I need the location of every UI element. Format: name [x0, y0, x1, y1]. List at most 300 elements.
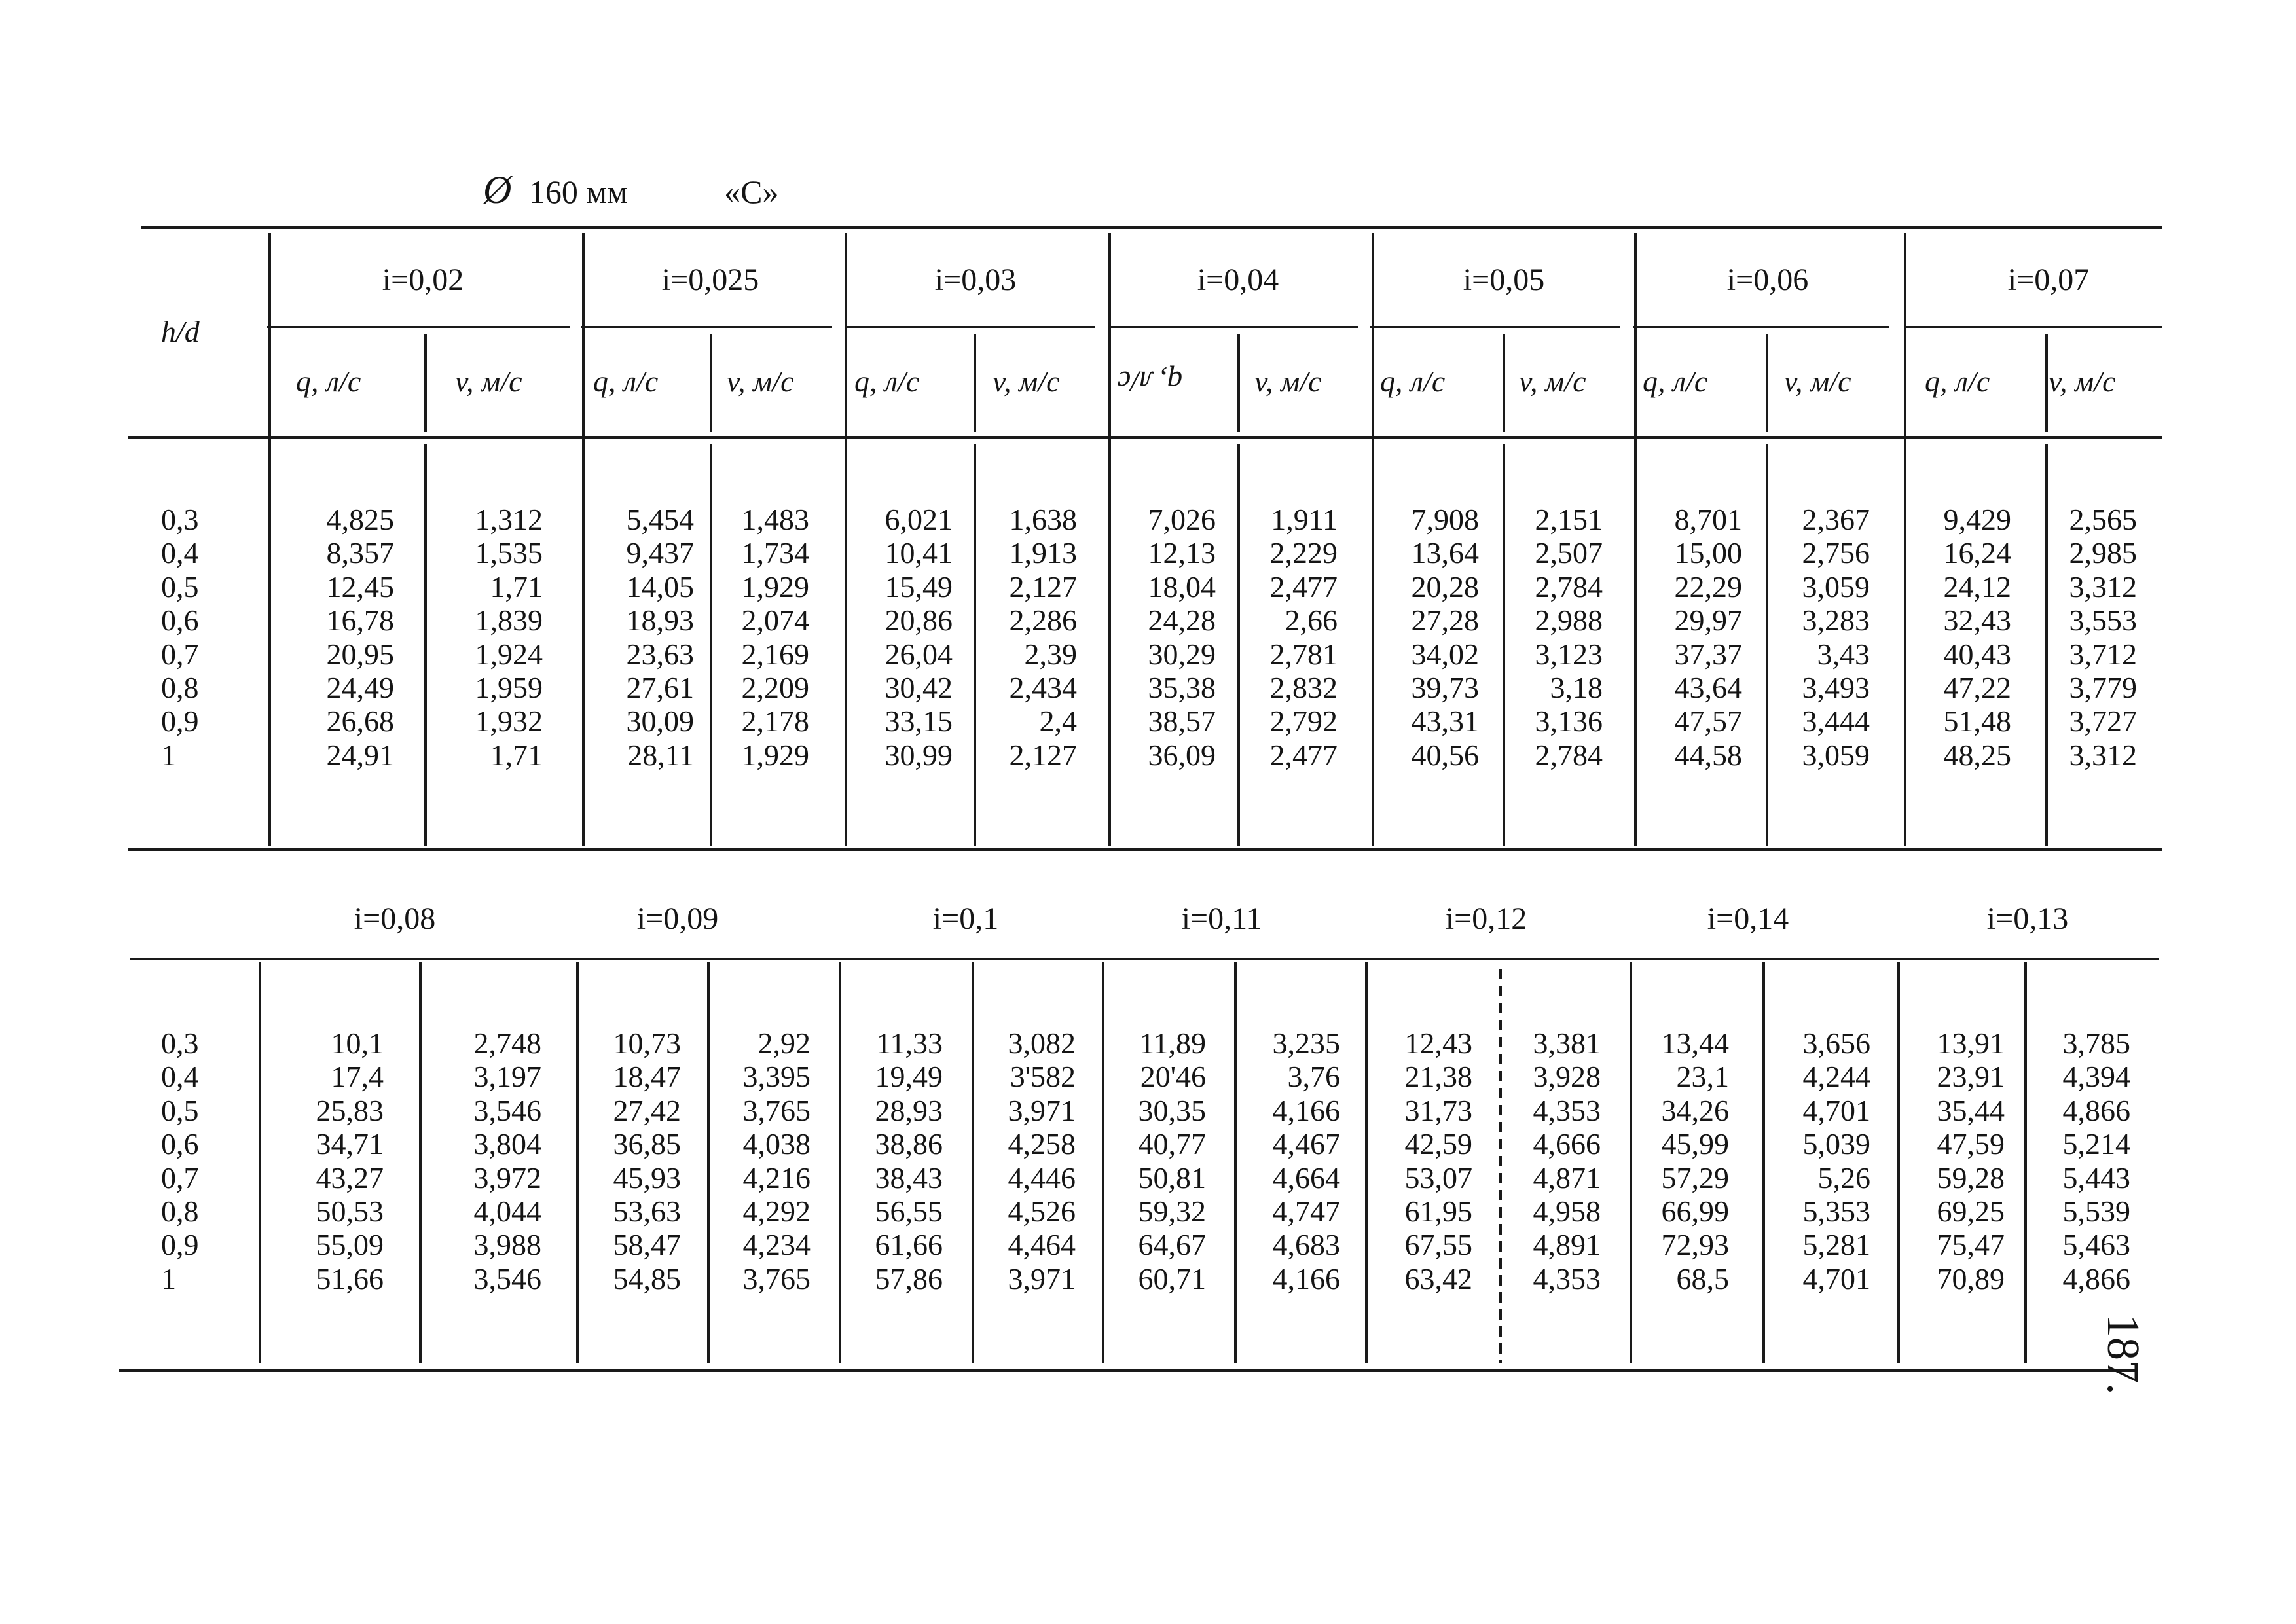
q-value: 20,95 — [326, 637, 394, 671]
v-value: 3,972 — [473, 1161, 541, 1195]
column-divider — [1365, 962, 1368, 1363]
column-divider — [268, 233, 271, 846]
v-value: 4,866 — [2062, 1093, 2130, 1127]
q-column — [1937, 1026, 2005, 1295]
v-value: 3,727 — [2069, 704, 2137, 738]
unit-q-header: q, л/с — [854, 365, 920, 398]
column-divider — [576, 962, 579, 1363]
v-value: 2,748 — [473, 1026, 541, 1060]
slope-header: i=0,1 — [932, 901, 999, 936]
v-column — [1533, 1026, 1601, 1295]
column-divider — [1102, 962, 1104, 1363]
v-column — [2063, 1026, 2131, 1295]
v-value: 5,353 — [1802, 1195, 1870, 1229]
hd-value: 1 — [161, 1261, 176, 1295]
v-value: 5,214 — [2062, 1127, 2130, 1161]
q-value: 69,25 — [1937, 1195, 2005, 1229]
v-column — [743, 1026, 811, 1295]
v-value: 2,286 — [1009, 604, 1077, 638]
v-value: 2,784 — [1535, 738, 1603, 772]
table-caption — [483, 170, 778, 209]
v-column — [1270, 503, 1338, 772]
hd-column — [161, 503, 199, 772]
v-value: 3,395 — [742, 1060, 811, 1094]
v-value: 2,985 — [2069, 536, 2137, 570]
q-value: 27,42 — [613, 1093, 681, 1127]
q-value: 31,73 — [1404, 1093, 1472, 1127]
q-value: 20'46 — [1140, 1060, 1206, 1094]
slope-header: i=0,14 — [1707, 901, 1789, 936]
q-value: 51,66 — [316, 1261, 384, 1295]
q-value: 61,95 — [1404, 1195, 1472, 1229]
v-value: 3,928 — [1533, 1060, 1601, 1094]
page-number: 187. — [2098, 1314, 2148, 1395]
v-value: 3,381 — [1533, 1026, 1601, 1060]
v-value: 4,394 — [2062, 1060, 2130, 1094]
unit-q-header: q, л/с — [1643, 365, 1708, 398]
slope-underline — [1633, 326, 1889, 328]
v-value: 2,477 — [1269, 569, 1338, 604]
unit-q-header: q, л/с — [593, 365, 659, 398]
q-value: 30,09 — [626, 704, 694, 738]
q-value: 9,437 — [626, 536, 694, 570]
q-value: 43,27 — [316, 1161, 384, 1195]
v-value: 4,038 — [742, 1127, 811, 1161]
hd-value: 0,3 — [161, 1026, 199, 1060]
q-column — [875, 1026, 943, 1295]
column-divider — [974, 334, 976, 432]
q-value: 28,93 — [875, 1093, 943, 1127]
v-value: 3,136 — [1535, 704, 1603, 738]
q-value: 20,28 — [1411, 569, 1479, 604]
q-value: 66,99 — [1661, 1195, 1729, 1229]
v-column — [1008, 1026, 1076, 1295]
v-value: 3,765 — [742, 1261, 811, 1295]
slope-underline — [1108, 326, 1358, 328]
v-value: 4,292 — [742, 1195, 811, 1229]
v-column — [1273, 1026, 1341, 1295]
q-value: 70,89 — [1937, 1261, 2005, 1295]
v-value: 3,312 — [2069, 569, 2137, 604]
hd-value: 0,7 — [161, 1161, 199, 1195]
q-value: 68,5 — [1676, 1261, 1729, 1295]
v-value: 1,929 — [741, 569, 809, 604]
v-value: 1,839 — [475, 604, 543, 638]
hd-value: 0,4 — [161, 1060, 199, 1094]
q-value: 47,22 — [1943, 671, 2011, 705]
slope-underline — [845, 326, 1095, 328]
q-value: 55,09 — [316, 1228, 384, 1262]
hd-value: 1 — [161, 738, 176, 772]
q-value: 8,701 — [1674, 503, 1742, 536]
slope-header: i=0,05 — [1463, 262, 1545, 297]
hd-value: 0,8 — [161, 1195, 199, 1229]
hd-value: 0,6 — [161, 604, 199, 638]
q-value: 14,05 — [626, 569, 694, 604]
v-value: 5,443 — [2062, 1161, 2130, 1195]
column-divider — [1766, 334, 1768, 432]
q-value: 30,42 — [884, 671, 953, 705]
column-divider — [1904, 233, 1906, 846]
v-value: 3,18 — [1550, 671, 1603, 705]
column-divider-dashed — [1499, 969, 1502, 1363]
q-value: 15,00 — [1674, 536, 1742, 570]
q-value: 36,09 — [1148, 738, 1216, 772]
v-value: 1,929 — [741, 738, 809, 772]
v-value: 1,913 — [1009, 536, 1077, 570]
q-value: 60,71 — [1138, 1261, 1206, 1295]
q-value: 53,63 — [613, 1195, 681, 1229]
q-column — [1139, 1026, 1207, 1295]
table2-bottom-rule — [119, 1369, 2138, 1372]
q-column — [1944, 503, 2012, 772]
v-value: 4,353 — [1533, 1093, 1601, 1127]
q-value: 40,43 — [1943, 637, 2011, 671]
v-value: 3,123 — [1535, 637, 1603, 671]
v-value: 2,127 — [1009, 738, 1077, 772]
q-value: 11,89 — [1139, 1026, 1206, 1060]
v-value: 2,565 — [2069, 503, 2137, 536]
v-value: 2,434 — [1009, 671, 1077, 705]
column-divider — [974, 444, 976, 846]
q-value: 6,021 — [884, 503, 953, 536]
column-divider — [839, 962, 841, 1363]
unit-v-header: v, м/с — [1784, 365, 1851, 398]
v-value: 3,546 — [473, 1261, 541, 1295]
v-value: 5,26 — [1817, 1161, 1870, 1195]
q-value: 30,35 — [1138, 1093, 1206, 1127]
v-value: 4,958 — [1533, 1195, 1601, 1229]
v-value: 2,92 — [757, 1026, 811, 1060]
q-value: 24,12 — [1943, 569, 2011, 604]
v-value: 3,197 — [473, 1060, 541, 1094]
column-divider — [1634, 233, 1637, 846]
v-value: 4,258 — [1008, 1127, 1076, 1161]
slope-header: i=0,11 — [1181, 901, 1262, 936]
q-value: 7,908 — [1411, 503, 1479, 536]
v-column — [475, 503, 543, 772]
q-value: 24,28 — [1148, 604, 1216, 638]
v-value: 2,781 — [1269, 637, 1338, 671]
diameter-value: 160 мм — [528, 173, 628, 210]
v-value: 2,209 — [741, 671, 809, 705]
q-value: 25,83 — [316, 1093, 384, 1127]
q-value: 58,47 — [613, 1228, 681, 1262]
q-value: 13,44 — [1661, 1026, 1729, 1060]
v-column — [742, 503, 810, 772]
unit-q-header: q, л/с — [296, 365, 361, 398]
v-value: 3,971 — [1008, 1261, 1076, 1295]
q-value: 64,67 — [1138, 1228, 1206, 1262]
v-value: 4,166 — [1272, 1261, 1340, 1295]
q-value: 43,31 — [1411, 704, 1479, 738]
q-value: 42,59 — [1404, 1127, 1472, 1161]
v-value: 3,553 — [2069, 604, 2137, 638]
v-value: 5,539 — [2062, 1195, 2130, 1229]
unit-v-header: v, м/с — [1519, 365, 1586, 398]
hd-value: 0,8 — [161, 671, 199, 705]
slope-underline — [1906, 326, 2162, 328]
v-value: 3,444 — [1802, 704, 1870, 738]
slope-header: i=0,025 — [661, 262, 759, 297]
v-value: 2,178 — [741, 704, 809, 738]
q-value: 48,25 — [1943, 738, 2011, 772]
q-value: 13,91 — [1937, 1026, 2005, 1060]
v-value: 3,712 — [2069, 637, 2137, 671]
q-value: 57,29 — [1661, 1161, 1729, 1195]
v-value: 5,281 — [1802, 1228, 1870, 1262]
v-value: 4,683 — [1272, 1228, 1340, 1262]
q-value: 18,04 — [1148, 569, 1216, 604]
hd-column — [161, 1026, 199, 1295]
v-value: 3,804 — [473, 1127, 541, 1161]
v-value: 4,244 — [1802, 1060, 1870, 1094]
slope-underline — [581, 326, 832, 328]
q-value: 26,68 — [326, 704, 394, 738]
v-value: 3'582 — [1010, 1060, 1076, 1094]
table2-top-rule — [130, 958, 2159, 960]
rowhead-label: h/d — [161, 315, 200, 348]
v-value: 1,535 — [475, 536, 543, 570]
column-divider — [1372, 233, 1374, 846]
column-divider — [1234, 962, 1237, 1363]
q-value: 35,44 — [1937, 1093, 2005, 1127]
v-value: 4,467 — [1272, 1127, 1340, 1161]
v-value: 2,792 — [1269, 704, 1338, 738]
v-value: 2,756 — [1802, 536, 1870, 570]
column-divider — [710, 334, 712, 432]
column-divider — [1503, 334, 1505, 432]
q-value: 75,47 — [1937, 1228, 2005, 1262]
v-value: 1,483 — [741, 503, 809, 536]
q-value: 30,99 — [884, 738, 953, 772]
v-value: 4,353 — [1533, 1261, 1601, 1295]
q-value: 12,43 — [1404, 1026, 1472, 1060]
v-value: 4,526 — [1008, 1195, 1076, 1229]
q-value: 10,73 — [613, 1026, 681, 1060]
unit-v-header: v, м/с — [1254, 365, 1322, 398]
hd-value: 0,9 — [161, 704, 199, 738]
q-column — [316, 1026, 384, 1295]
v-value: 4,747 — [1272, 1195, 1340, 1229]
v-column — [1803, 1026, 1871, 1295]
slope-header: i=0,08 — [354, 901, 436, 936]
q-value: 28,11 — [627, 738, 694, 772]
slope-header: i=0,13 — [1986, 901, 2069, 936]
v-value: 1,924 — [475, 637, 543, 671]
q-value: 24,91 — [326, 738, 394, 772]
q-column — [1662, 1026, 1730, 1295]
v-value: 2,784 — [1535, 569, 1603, 604]
q-value: 45,99 — [1661, 1127, 1729, 1161]
v-value: 1,638 — [1009, 503, 1077, 536]
q-value: 72,93 — [1661, 1228, 1729, 1262]
q-value: 35,38 — [1148, 671, 1216, 705]
v-value: 4,446 — [1008, 1161, 1076, 1195]
v-value: 4,664 — [1272, 1161, 1340, 1195]
slope-header: i=0,07 — [2007, 262, 2090, 297]
v-value: 4,891 — [1533, 1228, 1601, 1262]
q-value: 15,49 — [884, 569, 953, 604]
v-value: 2,507 — [1535, 536, 1603, 570]
v-value: 2,39 — [1024, 637, 1077, 671]
column-divider — [2045, 444, 2048, 846]
column-divider — [424, 444, 427, 846]
q-value: 59,32 — [1138, 1195, 1206, 1229]
q-value: 34,02 — [1411, 637, 1479, 671]
q-value: 16,24 — [1943, 536, 2011, 570]
q-value: 38,86 — [875, 1127, 943, 1161]
v-value: 2,127 — [1009, 569, 1077, 604]
q-value: 22,29 — [1674, 569, 1742, 604]
q-value: 32,43 — [1943, 604, 2011, 638]
v-value: 2,367 — [1802, 503, 1870, 536]
v-value: 5,463 — [2062, 1228, 2130, 1262]
q-value: 16,78 — [326, 604, 394, 638]
q-value: 4,825 — [326, 503, 394, 536]
q-value: 8,357 — [326, 536, 394, 570]
v-value: 5,039 — [1802, 1127, 1870, 1161]
v-value: 3,283 — [1802, 604, 1870, 638]
column-divider — [582, 233, 585, 846]
q-value: 39,73 — [1411, 671, 1479, 705]
q-column — [1405, 1026, 1473, 1295]
v-value: 1,71 — [490, 738, 543, 772]
table1-bottom-rule — [128, 848, 2162, 851]
q-value: 34,71 — [316, 1127, 384, 1161]
q-value: 23,91 — [1937, 1060, 2005, 1094]
v-value: 2,477 — [1269, 738, 1338, 772]
slope-header: i=0,06 — [1726, 262, 1809, 297]
q-value: 21,38 — [1404, 1060, 1472, 1094]
v-value: 1,71 — [490, 569, 543, 604]
slope-header: i=0,12 — [1445, 901, 1527, 936]
v-value: 2,074 — [741, 604, 809, 638]
q-value: 47,59 — [1937, 1127, 2005, 1161]
q-column — [627, 503, 695, 772]
v-value: 4,701 — [1802, 1093, 1870, 1127]
column-divider — [1762, 962, 1765, 1363]
column-divider — [259, 962, 261, 1363]
v-value: 4,234 — [742, 1228, 811, 1262]
q-column — [1675, 503, 1743, 772]
q-value: 53,07 — [1404, 1161, 1472, 1195]
v-value: 4,044 — [473, 1195, 541, 1229]
v-value: 4,666 — [1533, 1127, 1601, 1161]
q-value: 50,53 — [316, 1195, 384, 1229]
unit-v-header: v, м/с — [993, 365, 1060, 398]
table1-header-rule — [128, 436, 2162, 439]
column-divider — [1237, 444, 1240, 846]
column-divider — [972, 962, 974, 1363]
q-column — [613, 1026, 682, 1295]
unit-v-header: v, м/с — [727, 365, 794, 398]
q-column — [885, 503, 953, 772]
hd-value: 0,9 — [161, 1228, 199, 1262]
column-divider — [2024, 962, 2027, 1363]
column-divider — [710, 444, 712, 846]
v-column — [474, 1026, 542, 1295]
v-value: 3,971 — [1008, 1093, 1076, 1127]
q-value: 30,29 — [1148, 637, 1216, 671]
q-value: 18,93 — [626, 604, 694, 638]
unit-v-header: v, м/с — [2049, 365, 2116, 398]
q-column — [1412, 503, 1480, 772]
q-value: 67,55 — [1404, 1228, 1472, 1262]
q-value: 5,454 — [626, 503, 694, 536]
v-value: 4,216 — [742, 1161, 811, 1195]
q-value: 50,81 — [1138, 1161, 1206, 1195]
column-divider — [845, 233, 847, 846]
q-column — [327, 503, 395, 772]
column-divider — [1503, 444, 1505, 846]
hd-value: 0,5 — [161, 569, 199, 604]
column-divider — [1108, 233, 1111, 846]
slope-underline — [267, 326, 570, 328]
slope-underline — [1370, 326, 1620, 328]
q-value: 57,86 — [875, 1261, 943, 1295]
v-column — [2069, 503, 2138, 772]
q-value: 44,58 — [1674, 738, 1742, 772]
v-value: 3,785 — [2062, 1026, 2130, 1060]
hd-value: 0,4 — [161, 536, 199, 570]
q-value: 59,28 — [1937, 1161, 2005, 1195]
v-value: 1,959 — [475, 671, 543, 705]
q-value: 10,1 — [331, 1026, 384, 1060]
v-value: 4,166 — [1272, 1093, 1340, 1127]
unit-q-header: q, л/с — [1380, 365, 1446, 398]
q-value: 12,13 — [1148, 536, 1216, 570]
v-value: 3,43 — [1817, 637, 1870, 671]
hd-value: 0,5 — [161, 1093, 199, 1127]
hd-value: 0,7 — [161, 637, 199, 671]
v-value: 1,911 — [1271, 503, 1338, 536]
q-value: 40,77 — [1138, 1127, 1206, 1161]
v-value: 3,546 — [473, 1093, 541, 1127]
v-column — [1802, 503, 1870, 772]
q-value: 33,15 — [884, 704, 953, 738]
slope-header: i=0,03 — [934, 262, 1017, 297]
diameter-symbol: Ø — [483, 168, 512, 211]
v-value: 2,988 — [1535, 604, 1603, 638]
q-value: 12,45 — [326, 569, 394, 604]
q-value: 61,66 — [875, 1228, 943, 1262]
q-value: 23,1 — [1676, 1060, 1729, 1094]
q-value: 40,56 — [1411, 738, 1479, 772]
v-value: 3,059 — [1802, 738, 1870, 772]
v-value: 4,701 — [1802, 1261, 1870, 1295]
v-value: 3,76 — [1287, 1060, 1340, 1094]
q-value: 10,41 — [884, 536, 953, 570]
slope-header: i=0,04 — [1197, 262, 1279, 297]
q-value: 7,026 — [1148, 503, 1216, 536]
series-label: «С» — [724, 173, 779, 210]
q-value: 56,55 — [875, 1195, 943, 1229]
v-value: 4,871 — [1533, 1161, 1601, 1195]
q-value: 26,04 — [884, 637, 953, 671]
v-value: 4,866 — [2062, 1261, 2130, 1295]
slope-header: i=0,09 — [636, 901, 719, 936]
column-divider — [1237, 334, 1240, 432]
v-column — [1535, 503, 1603, 772]
q-value: 51,48 — [1943, 704, 2011, 738]
q-value: 9,429 — [1943, 503, 2011, 536]
v-value: 1,734 — [741, 536, 809, 570]
q-value: 37,37 — [1674, 637, 1742, 671]
q-value: 23,63 — [626, 637, 694, 671]
v-value: 3,059 — [1802, 569, 1870, 604]
column-divider — [1630, 962, 1632, 1363]
